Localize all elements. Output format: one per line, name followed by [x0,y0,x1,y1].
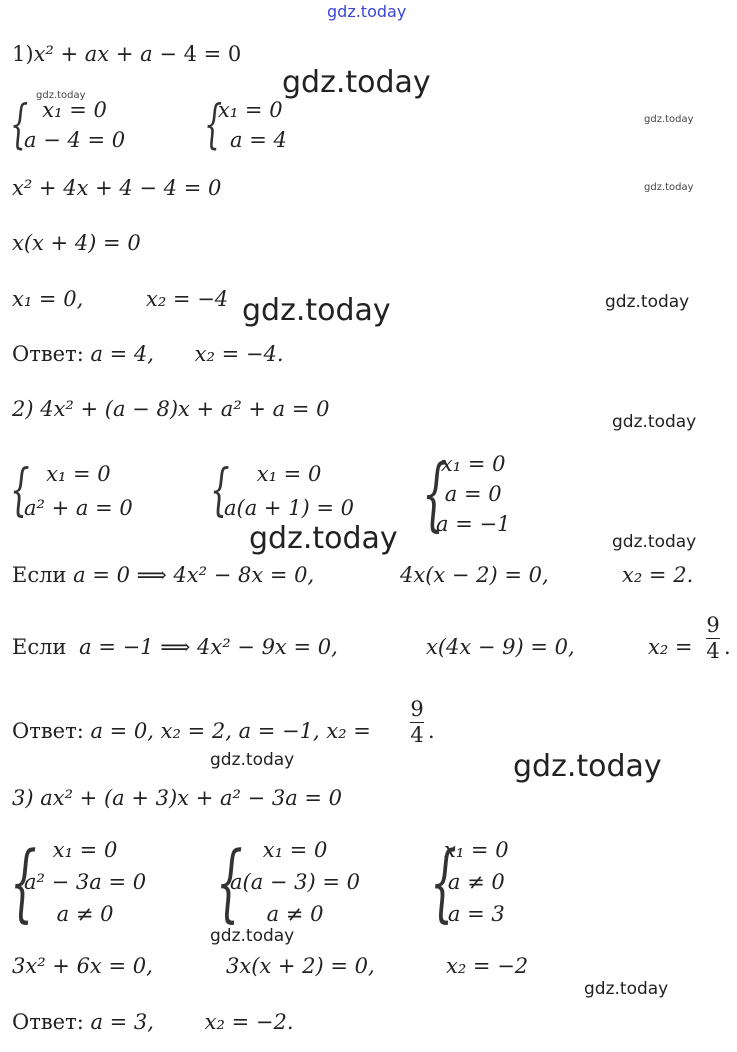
watermark: gdz.today [644,114,694,125]
system-row: a = 4 [230,127,287,152]
task3-equation: 3) ax² + (a + 3)x + a² − 3a = 0 [12,786,343,810]
task2-system-1 [10,460,133,522]
system-row: a ≠ 0 [447,869,505,894]
task2-system-2 [210,460,354,522]
brace-icon: { [10,833,37,931]
task2-case-1-root: x₂ = 2. [622,563,694,587]
system-row: x₁ = 0 [262,838,328,862]
task2-answer: Ответ: a = 0, x₂ = 2, a = −1, x₂ = [12,719,371,743]
system-row: x₁ = 0 [46,462,111,486]
brace-icon: { [216,833,243,931]
watermark: gdz.today [612,532,697,552]
system-row: a² − 3a = 0 [24,869,147,894]
answer-label: Ответ: [12,342,84,366]
task1-root-1: x₁ = 0, [12,287,84,311]
watermark: gdz.today [584,979,669,999]
brace-icon: { [422,447,448,540]
brace-icon: { [204,95,223,155]
watermark: gdz.today [282,65,431,100]
task3-system-2 [216,833,361,931]
task2-case-2-fraction: 9 4 [706,613,720,664]
task2-case-1-factored: 4x(x − 2) = 0, [400,563,549,587]
task2-case-1: Если a = 0 ⟹ 4x² − 8x = 0, [12,563,315,587]
system-row: x₁ = 0 [440,452,506,476]
system-row: x₁ = 0 [256,462,322,486]
task3-line-1: 3x² + 6x = 0, [12,954,153,978]
system-row: a = 0 [444,481,502,506]
task3-root: x₂ = −2 [446,954,529,978]
task1-system-1 [10,96,125,154]
task3-system-3 [430,833,509,931]
task3-line-2: 3x(x + 2) = 0, [226,954,375,978]
task2-case-2-factored: x(4x − 9) = 0, [426,635,575,659]
system-row: x₁ = 0 [218,98,283,122]
task1-line-1: x² + 4x + 4 − 4 = 0 [12,176,222,200]
task3-answer: Ответ: a = 3, x₂ = −2. [12,1010,294,1034]
brace-icon: { [10,458,30,523]
answer-label: Ответ: [12,719,84,743]
brace-icon: { [10,95,29,155]
system-row: a(a − 3) = 0 [230,869,361,894]
system-row: a ≠ 0 [266,901,324,926]
answer-label: Ответ: [12,1010,84,1034]
task1-root-2: x₂ = −4 [146,287,229,311]
watermark: gdz.today [644,182,694,193]
watermark: gdz.today [210,750,295,770]
system-row: x₁ = 0 [52,838,118,862]
task2-case-2-root: x₂ = [648,635,693,659]
watermark: gdz.today [513,749,662,784]
brace-icon: { [210,458,230,523]
system-row: x₁ = 0 [444,838,509,862]
watermark: gdz.today [612,412,697,432]
task1-answer: Ответ: a = 4, x₂ = −4. [12,342,284,366]
task1-equation: 1)x² + ax + a − 4 = 0 [12,42,242,66]
header-watermark: gdz.today [327,2,407,21]
task1-system-2 [204,96,287,154]
watermark: gdz.today [249,521,398,556]
system-row: a = 3 [447,901,505,926]
system-row: x₁ = 0 [42,98,107,122]
watermark: gdz.today [210,926,295,946]
watermark: gdz.today [242,293,391,328]
task2-case-2: Если a = −1 ⟹ 4x² − 9x = 0, [12,635,338,659]
task2-system-3 [422,447,511,540]
system-row: a² + a = 0 [24,495,133,520]
system-row: a = −1 [436,511,511,536]
task2-equation: 2) 4x² + (a − 8)x + a² + a = 0 [12,397,330,421]
watermark: gdz.today [605,292,690,312]
brace-icon: { [430,833,457,931]
system-row: a − 4 = 0 [24,127,126,152]
task2-answer-fraction: 9 4 [410,697,424,748]
task1-line-2: x(x + 4) = 0 [12,231,141,255]
task3-system-1 [10,833,147,931]
watermark: gdz.today [36,90,86,101]
system-row: a ≠ 0 [56,901,114,926]
system-row: a(a + 1) = 0 [224,495,355,520]
